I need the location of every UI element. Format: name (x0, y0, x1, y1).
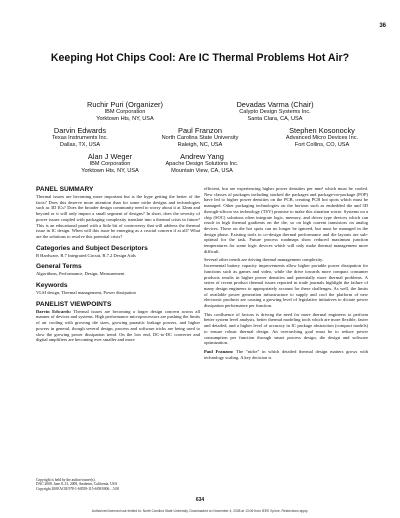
author-affiliation: Advanced Micro Devices Inc. (285, 135, 359, 141)
author-location: Raleigh, NC, USA (177, 142, 223, 148)
panel-summary-text: Thermal issues are becoming more important but is the hype getting the better of the facts? Does this deserve more attention than for some niche designs and technologies such as 3D ICs? Does the broader design community need to worry about it at 32nm and beyond or it will only impact a small segment of designs? In short, does the severity of power issues coupled with packaging complexity translate into a thermal crisis in future? This is an educational panel with a little bit of controversy that will address the thermal issue in IC design. When will this issue be emerging as a crucial concern if at all? What are the solutions to resolve this potential crisis? (36, 194, 200, 239)
panelist-statement: The "niche" in which detailed thermal design matters grows with technology scaling. A key decision is (204, 348, 368, 360)
body-paragraph: Several other trends are driving thermal management complexity. (204, 257, 324, 263)
author-block (60, 100, 190, 123)
panelist-statement: Thermal issues are becoming a larger design concern across all manner of devices and systems. High performance microprocessors are pushing the limits of air cooling with growing die sizes, growing parasitic leakage powers, and higher powers in general, though several design, process and software tricks are being used to slow the growing power dissipation trend. On the low end, DC-to-DC converter and digital amplifiers are becoming ever smaller and more (36, 308, 200, 343)
author-name: Devadas Varma (Chair) (236, 100, 314, 109)
copyright-notice (36, 478, 200, 491)
author-location: Yorktown Hts, NY, USA (81, 168, 139, 174)
author-block (22, 126, 138, 149)
author-location: Santa Clara, CA, USA (247, 116, 303, 122)
panelist-name: Paul Franzon: (204, 348, 234, 354)
page-number-bottom: 634 (195, 497, 205, 503)
copyright-line: Copyright 2008 ACM 978-1-60558-115-6/08/0006…5.00 (36, 486, 120, 491)
panelist-name: Darvin Edwards: (36, 308, 72, 314)
body-paragraph: This confluence of factors is driving the need for more thermal engineers to perform better system level analysis, better thermal modeling tools which are more flexible, faster and detailed, and a higher level of accuracy in IC package abstraction (compact models) to ensure robust thermal design. An overarching goal must be to reduce power consumption per function through smart process design, die design and software optimization. (204, 311, 368, 346)
author-affiliation: North Carolina State University (161, 135, 239, 141)
paper-title: Keeping Hot Chips Cool: Are IC Thermal Problems Hot Air? (50, 52, 350, 64)
author-name: Paul Franzon (178, 126, 222, 135)
author-block (262, 126, 382, 149)
author-affiliation: IBM Corporation (89, 161, 131, 167)
body-paragraph (204, 349, 368, 360)
author-name: Ruchir Puri (Organizer) (87, 100, 163, 109)
panelist-viewpoints-heading: PANELIST VIEWPOINTS (36, 300, 112, 308)
panelist-viewpoints-text (36, 309, 200, 343)
author-location: Mountain View, CA, USA (171, 168, 233, 174)
right-column (204, 186, 368, 360)
body-paragraph: Incremental battery capacity improvements allow higher portable power dissipation for functions such as games and video, while the drive towards more compact consumer products results in higher power densities and potentially more thermal problems. A series of recent product thermal issues reported in trade journals highlight the failure of many design engineers to appropriately account for these challenges. As well, the limits of available power generation infrastructure to supply and cool the platform of new electronic products are causing a growing level of legislative initiatives to dictate power dissipation performance per function. (204, 263, 368, 309)
author-block (138, 126, 262, 149)
author-name: Alan J Weger (87, 152, 133, 161)
author-location: Fort Collins, CO, USA (294, 142, 350, 148)
author-name: Andrew Yang (180, 152, 224, 161)
categories-text: B Hardware, B.7 Integrated Circuit, B.7.2 Design Aids (36, 252, 136, 258)
author-block (210, 100, 340, 123)
author-name: Stephen Kosonocky (289, 126, 355, 135)
author-affiliation: Texas Instruments Inc. (52, 135, 108, 141)
panel-summary-heading: PANEL SUMMARY (36, 186, 94, 193)
general-terms-heading: General Terms (36, 263, 82, 271)
author-affiliation: Apache Design Solutions Inc. (165, 161, 239, 167)
keywords-heading: Keywords (36, 282, 68, 290)
license-footer: Authorized licensed use limited to: North Carolina State University. Downloaded on November 4, 2008 at 13:06 from IEEE Xplore. Restrictions apply. (91, 509, 309, 513)
author-affiliation: IBM Corporation (104, 109, 146, 115)
author-location: Yorktown Hts, NY, USA (96, 116, 154, 122)
author-block (140, 152, 264, 175)
categories-heading: Categories and Subject Descriptors (36, 244, 148, 252)
left-column (36, 186, 200, 343)
body-paragraph: efficient, but are experiencing higher power densities per mm² which must be cooled. New classes of packages including stacked die packages and package-on-package (POP) have led to higher power densities on the PCB, creating PCB hot spots which must be managed. Other packaging technologies on the horizon such as embedded die and 3D through-silicon via technology (TSV) promise to make this situation worse. Systems on a chip (SOC) solutions often integrate logic, memory, and driver type devices which can result in high thermal gradients on the die, so on high current transistors on analog devices. These on die hot spots can no longer be ignored, but must be managed in the design phase. Existing tools to co-design thermal performance and die layouts are sub-optimal for the task. Future process roadmaps show reduced maximum junction temperatures for some logic devices which will only make thermal management more difficult. (204, 186, 368, 254)
author-affiliation: Calypto Design Systems Inc. (239, 109, 311, 115)
general-terms-text: Algorithms, Performance, Design, Measurement (36, 271, 125, 277)
keywords-text: VLSI design, Thermal management, Power dissipation (36, 290, 136, 296)
copyright-line: Copyright is held by the author/owner(s). (36, 478, 96, 482)
page-number-top: 36 (379, 23, 386, 29)
author-name: Darvin Edwards (53, 126, 107, 135)
copyright-line: DAC 2008, June 8–13, 2008, Anaheim, California, USA (36, 482, 118, 487)
author-location: Dallas, TX, USA (59, 142, 101, 148)
